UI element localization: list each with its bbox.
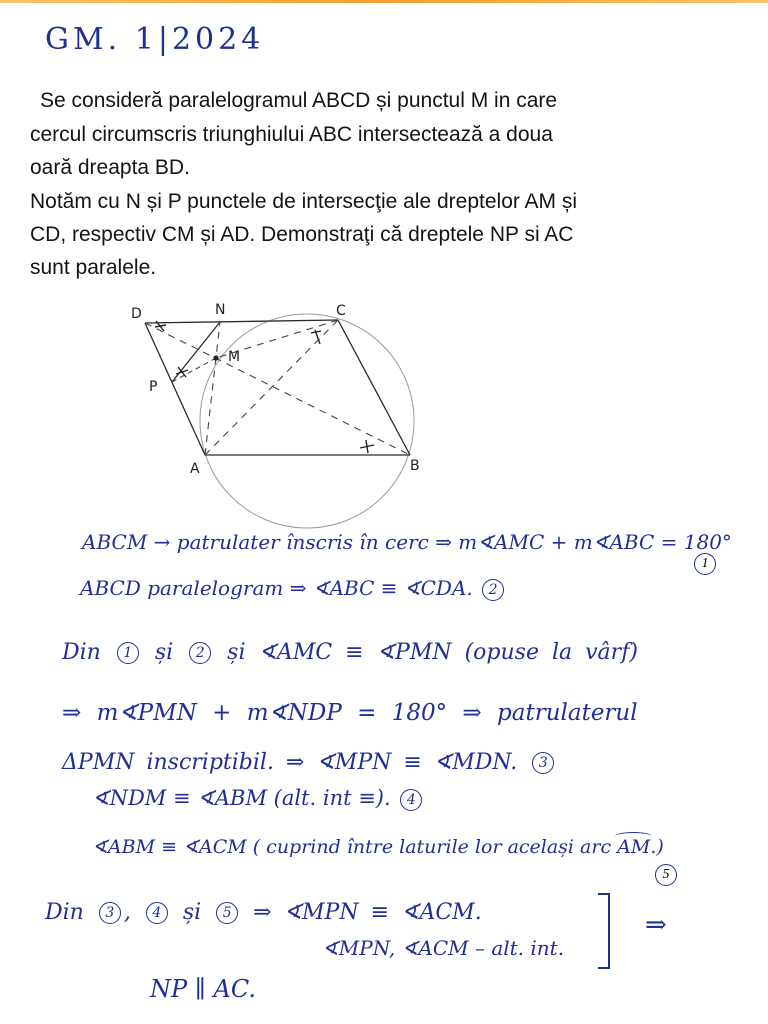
solution-line-5 (62, 750, 557, 775)
solution-line-3-b: și (154, 640, 174, 665)
problem-line: sunt paralele. (30, 256, 157, 279)
page-title: GM. 1|2024 (45, 22, 265, 57)
solution-line-3-a: Din (62, 640, 101, 665)
diagonal-db (145, 323, 410, 455)
angle-mark-b (360, 440, 374, 453)
problem-line: cercul circumscris triunghiului ABC intersectează a doua (30, 123, 553, 146)
ref-circle-3b: 3 (99, 902, 121, 924)
arc-am: AM (617, 836, 651, 858)
label-a: A (190, 461, 200, 477)
ref-circle-4: 4 (400, 789, 422, 811)
solution-line-2 (80, 576, 507, 601)
solution-line-8 (45, 900, 482, 925)
side-cb (338, 320, 410, 455)
label-b: B (410, 458, 420, 474)
ref-circle-5: 5 (655, 864, 677, 886)
problem-line: CD, respectiv CM și AD. Demonstraţi că dreptele NP si AC (30, 223, 574, 246)
solution-line-6-text: ∢NDM ≡ ∢ABM (alt. int ≡). (92, 786, 391, 810)
circumcircle (200, 314, 414, 528)
solution-line-3-c: și ∢AMC ≡ ∢PMN (opuse la vârf) (227, 640, 638, 665)
implies-arrow: ⇒ (645, 910, 667, 940)
segment-mp (172, 358, 216, 382)
solution-line-9: ∢MPN, ∢ACM – alt. int. (322, 936, 565, 960)
ref-circle-2: 2 (482, 579, 504, 601)
solution-line-8-sep: , (123, 900, 131, 925)
solution-line-8-c: ⇒ ∢MPN ≡ ∢ACM. (253, 900, 482, 925)
solution-line-7 (92, 836, 664, 858)
label-d: D (131, 306, 142, 322)
label-m: M (228, 349, 241, 365)
segment-an (205, 322, 220, 455)
solution-line-1: ABCM → patrulater înscris în cerc ⇒ m∢AMC + m∢ABC = 180° (82, 530, 732, 554)
label-c: C (336, 303, 346, 319)
solution-line-2-text: ABCD paralelogram ⇒ ∢ABC ≡ ∢CDA. (80, 576, 473, 600)
solution-line-4: ⇒ m∢PMN + m∢NDP = 180° ⇒ patrulaterul (62, 700, 638, 726)
problem-line: Notăm cu N și P punctele de intersecţie ale dreptelor AM și (30, 190, 578, 213)
ref-circle-2b: 2 (189, 642, 211, 664)
side-dc (145, 320, 338, 323)
ref-circle-1b: 1 (117, 642, 139, 664)
bracket (598, 893, 610, 969)
label-p: P (149, 379, 158, 395)
ref-circle-3: 3 (532, 752, 554, 774)
problem-line: oară dreapta BD. (30, 156, 190, 179)
problem-line: Se consideră paralelogramul ABCD și punctul M in care (40, 89, 558, 112)
conclusion: NP ∥ AC. (150, 975, 256, 1003)
top-accent-bar (0, 0, 768, 3)
solution-line-5-text: ΔPMN inscriptibil. ⇒ ∢MPN ≡ ∢MDN. (62, 750, 518, 775)
ref-circle-4b: 4 (146, 902, 168, 924)
solution-line-7-text: ∢ABM ≡ ∢ACM ( cuprind între laturile lor același arc (92, 836, 612, 858)
point-m-dot (213, 355, 218, 360)
ref-circle-5b: 5 (216, 902, 238, 924)
solution-line-8-b: și (182, 900, 202, 925)
label-n: N (215, 302, 226, 318)
solution-line-8-a: Din (45, 900, 84, 925)
solution-line-7-end: .) (650, 836, 664, 858)
geometry-figure (120, 290, 440, 535)
ref-circle-1: 1 (694, 553, 716, 575)
solution-line-6 (92, 786, 425, 811)
solution-line-3 (62, 640, 638, 665)
